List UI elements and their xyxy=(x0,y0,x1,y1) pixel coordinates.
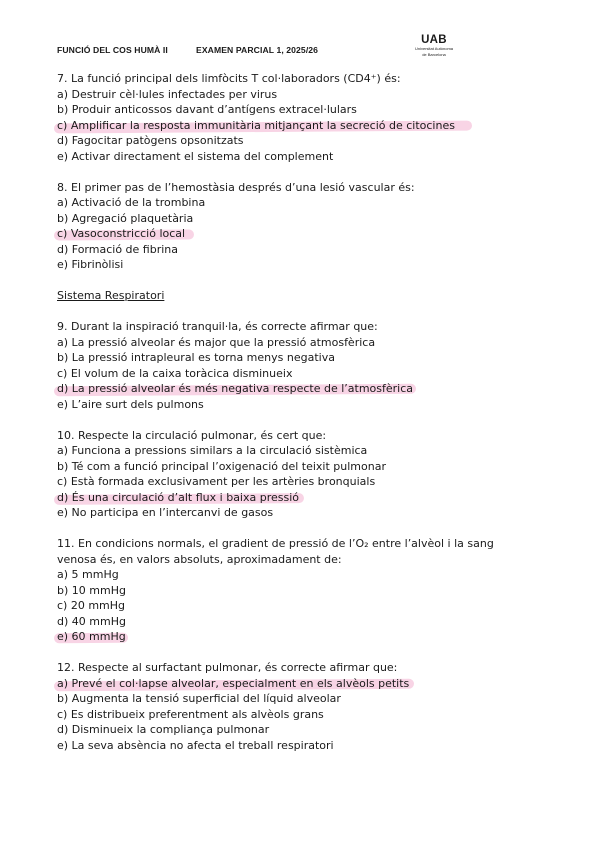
option-a: a) Activació de la trombina xyxy=(57,196,206,209)
logo-mark: UAB xyxy=(421,34,447,46)
option-a: a) 5 mmHg xyxy=(57,568,119,581)
option-c: c) Està formada exclusivament per les artèries bronquials xyxy=(57,475,376,488)
logo-subtitle-1: Universitat Autònoma xyxy=(414,46,454,51)
section-title: Sistema Respiratori xyxy=(57,289,165,302)
course-title: FUNCIÓ DEL COS HUMÀ II xyxy=(57,45,168,55)
option-b: b) 10 mmHg xyxy=(57,583,126,597)
option-a: a) Destruir cèl·lules infectades per virus xyxy=(57,87,278,101)
logo-subtitle-2: de Barcelona xyxy=(422,51,446,57)
option-b: b) Augmenta la tensió superficial del líquid alveolar xyxy=(57,692,341,705)
question-8 xyxy=(57,180,547,273)
option-c-highlighted: c) Vasoconstricció local xyxy=(57,226,547,242)
option-b: b) Té com a funció principal l’oxigenació del teixit pulmonar xyxy=(57,459,386,473)
question-stem: 9. Durant la inspiració tranquil·la, és correcte afirmar que: xyxy=(57,320,378,333)
question-11 xyxy=(57,536,547,645)
option-a-highlighted: a) Prevé el col·lapse alveolar, especialment en els alvèols petits xyxy=(57,676,547,692)
question-stem: 10. Respecte la circulació pulmonar, és cert que: xyxy=(57,428,327,442)
option-c: c) 20 mmHg xyxy=(57,599,126,612)
question-9 xyxy=(57,319,547,412)
option-e: e) No participa en l’intercanvi de gasos xyxy=(57,506,274,519)
option-b: b) Produir anticossos davant d’antígens extracel·lulars xyxy=(57,103,357,116)
question-stem: 8. El primer pas de l’hemostàsia després d’una lesió vascular és: xyxy=(57,180,415,194)
option-d: d) Disminueix la compliança pulmonar xyxy=(57,723,270,736)
question-stem: 7. La funció principal dels limfòcits T col·laboradors (CD4⁺) és: xyxy=(57,72,401,85)
option-c: c) El volum de la caixa toràcica disminueix xyxy=(57,366,293,380)
option-e-highlighted: e) 60 mmHg xyxy=(57,629,547,645)
option-e: e) La seva absència no afecta el treball respiratori xyxy=(57,738,334,752)
option-d: d) Formació de fibrina xyxy=(57,242,178,256)
exam-title: EXAMEN PARCIAL 1, 2025/26 xyxy=(196,45,319,55)
option-b: b) La pressió intrapleural es torna menys negativa xyxy=(57,351,335,364)
question-7 xyxy=(57,71,547,164)
question-stem: 11. En condicions normals, el gradient de pressió de l’O₂ entre l’alvèol i la sang xyxy=(57,537,494,550)
question-stem: 12. Respecte al surfactant pulmonar, és correcte afirmar que: xyxy=(57,661,398,674)
page-header xyxy=(57,34,547,64)
option-d: d) 40 mmHg xyxy=(57,614,126,628)
option-a: a) Funciona a pressions similars a la circulació sistèmica xyxy=(57,444,368,457)
option-c-highlighted: c) Amplificar la resposta immunitària mitjançant la secreció de citocines xyxy=(57,118,547,134)
question-stem-continued: venosa és, en valors absoluts, aproximadament de: xyxy=(57,552,342,566)
option-d: d) Fagocitar patògens opsonitzats xyxy=(57,134,244,147)
option-b: b) Agregació plaquetària xyxy=(57,211,194,225)
option-e: e) Fibrinòlisi xyxy=(57,258,124,271)
option-d-highlighted: d) És una circulació d’alt flux i baixa pressió xyxy=(57,490,547,506)
option-d-highlighted: d) La pressió alveolar és més negativa respecte de l’atmosfèrica xyxy=(57,381,547,397)
uab-logo xyxy=(406,34,462,57)
option-e: e) L’aire surt dels pulmons xyxy=(57,397,204,411)
exam-content xyxy=(57,71,547,769)
question-12 xyxy=(57,660,547,753)
option-a: a) La pressió alveolar és major que la pressió atmosfèrica xyxy=(57,335,376,349)
question-10 xyxy=(57,428,547,521)
option-e: e) Activar directament el sistema del complement xyxy=(57,149,334,163)
option-c: c) Es distribueix preferentment als alvèols grans xyxy=(57,707,324,721)
